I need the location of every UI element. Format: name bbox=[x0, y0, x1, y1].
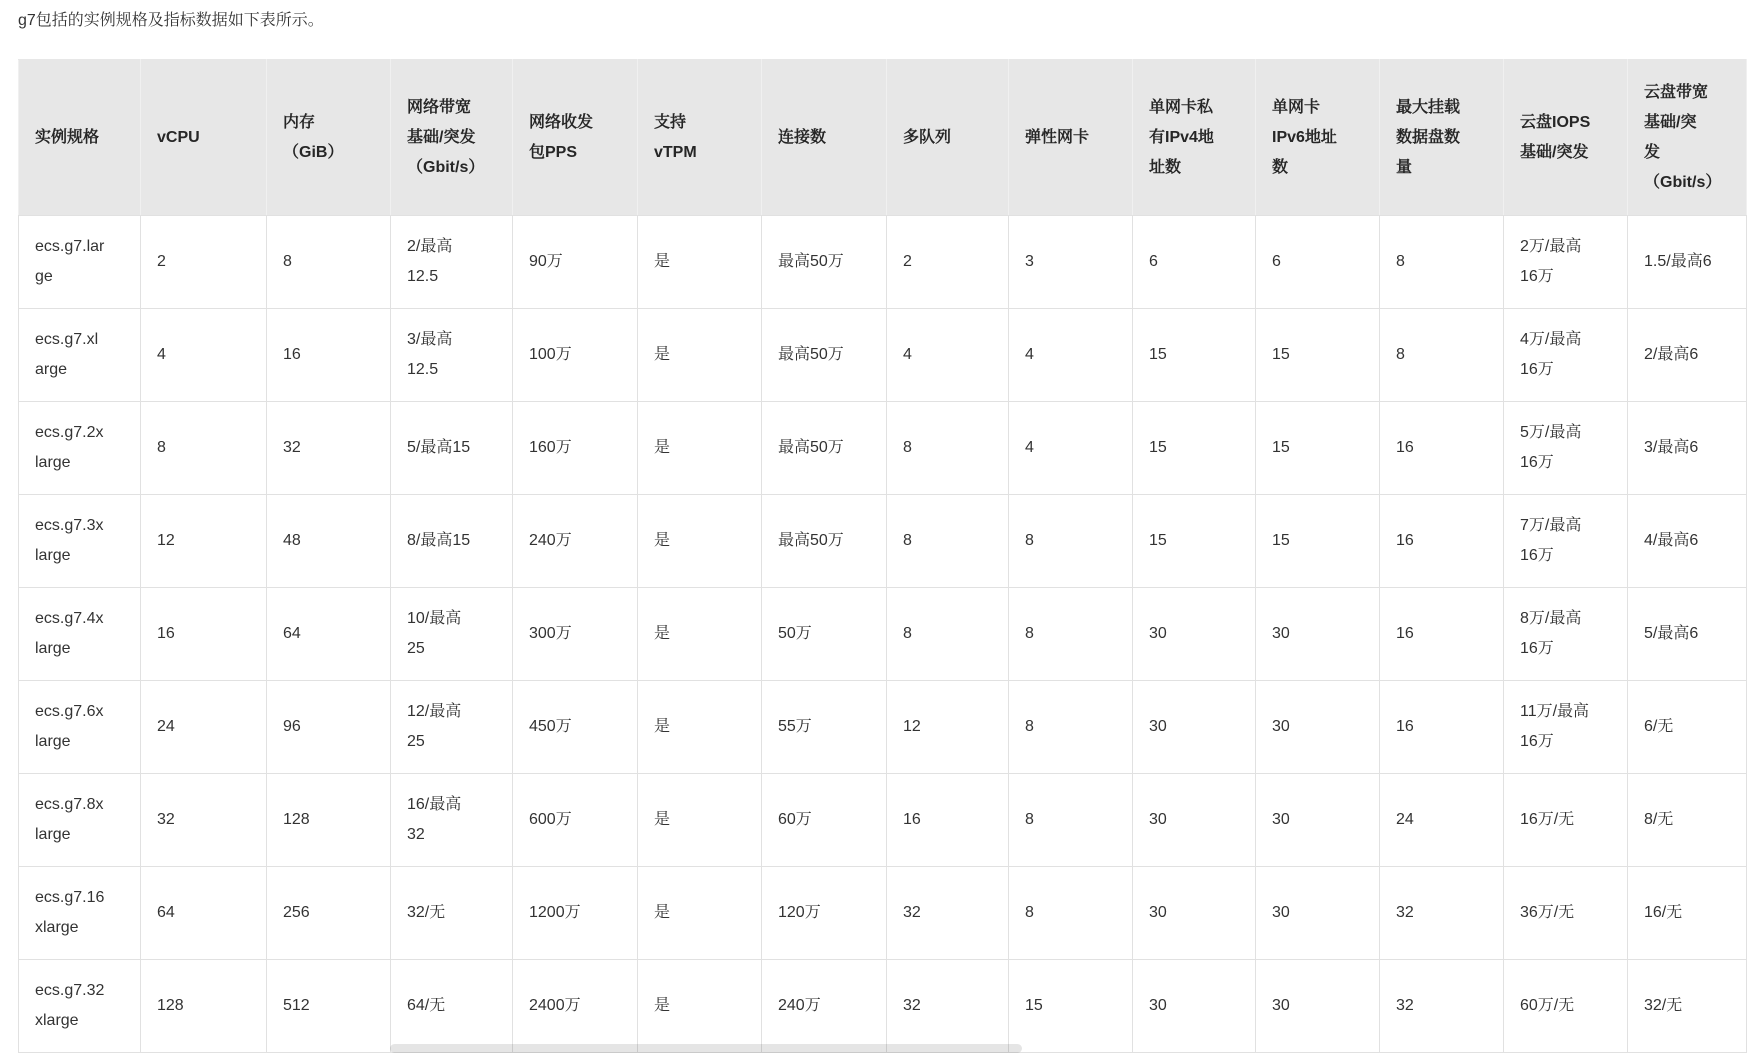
table-cell: 最高50万 bbox=[762, 402, 887, 495]
table-cell: 32 bbox=[141, 774, 267, 867]
table-cell: 30 bbox=[1133, 681, 1256, 774]
table-cell: 5/最高15 bbox=[391, 402, 513, 495]
table-row bbox=[19, 960, 1747, 1053]
table-cell: 3/最高12.5 bbox=[391, 309, 513, 402]
instance-name-cell: ecs.g7.xlarge bbox=[19, 309, 141, 402]
table-cell: 30 bbox=[1133, 588, 1256, 681]
table-cell: 16 bbox=[887, 774, 1009, 867]
column-header: 最大挂载数据盘数量 bbox=[1380, 60, 1504, 216]
column-header: 连接数 bbox=[762, 60, 887, 216]
table-cell: 8 bbox=[1009, 774, 1133, 867]
table-cell: 240万 bbox=[513, 495, 638, 588]
table-cell: 4 bbox=[1009, 402, 1133, 495]
table-cell: 6 bbox=[1133, 216, 1256, 309]
table-cell: 32 bbox=[267, 402, 391, 495]
table-cell: 8 bbox=[1009, 588, 1133, 681]
table-cell: 2/最高6 bbox=[1628, 309, 1747, 402]
table-cell: 8 bbox=[887, 495, 1009, 588]
column-header: vCPU bbox=[141, 60, 267, 216]
table-cell: 450万 bbox=[513, 681, 638, 774]
table-cell: 128 bbox=[141, 960, 267, 1053]
table-cell: 8 bbox=[887, 402, 1009, 495]
table-row bbox=[19, 681, 1747, 774]
table-cell: 90万 bbox=[513, 216, 638, 309]
instance-spec-table bbox=[18, 59, 1747, 1053]
table-cell: 120万 bbox=[762, 867, 887, 960]
table-cell: 8 bbox=[1009, 495, 1133, 588]
table-cell: 100万 bbox=[513, 309, 638, 402]
table-cell: 是 bbox=[638, 402, 762, 495]
table-cell: 8 bbox=[887, 588, 1009, 681]
table-cell: 16 bbox=[1380, 588, 1504, 681]
table-cell: 8/最高15 bbox=[391, 495, 513, 588]
table-body bbox=[19, 216, 1747, 1053]
table-cell: 30 bbox=[1256, 588, 1380, 681]
table-cell: 8 bbox=[267, 216, 391, 309]
table-cell: 24 bbox=[141, 681, 267, 774]
table-cell: 8 bbox=[1009, 681, 1133, 774]
column-header: 内存（GiB） bbox=[267, 60, 391, 216]
table-cell: 8 bbox=[1009, 867, 1133, 960]
table-cell: 2/最高12.5 bbox=[391, 216, 513, 309]
column-header: 云盘带宽基础/突发（Gbit/s） bbox=[1628, 60, 1747, 216]
instance-name-cell: ecs.g7.8xlarge bbox=[19, 774, 141, 867]
table-cell: 24 bbox=[1380, 774, 1504, 867]
table-cell: 最高50万 bbox=[762, 495, 887, 588]
column-header: 单网卡私有IPv4地址数 bbox=[1133, 60, 1256, 216]
column-header: 云盘IOPS基础/突发 bbox=[1504, 60, 1628, 216]
table-cell: 15 bbox=[1133, 309, 1256, 402]
table-cell: 16 bbox=[1380, 402, 1504, 495]
table-cell: 256 bbox=[267, 867, 391, 960]
table-cell: 2400万 bbox=[513, 960, 638, 1053]
table-cell: 30 bbox=[1256, 774, 1380, 867]
table-cell: 16 bbox=[267, 309, 391, 402]
table-cell: 36万/无 bbox=[1504, 867, 1628, 960]
table-cell: 是 bbox=[638, 681, 762, 774]
table-cell: 8 bbox=[1380, 216, 1504, 309]
column-header: 网络收发包PPS bbox=[513, 60, 638, 216]
intro-text: g7包括的实例规格及指标数据如下表所示。 bbox=[18, 12, 324, 29]
table-cell: 15 bbox=[1256, 402, 1380, 495]
table-row bbox=[19, 867, 1747, 960]
table-cell: 160万 bbox=[513, 402, 638, 495]
table-cell: 2万/最高16万 bbox=[1504, 216, 1628, 309]
table-cell: 8万/最高16万 bbox=[1504, 588, 1628, 681]
table-cell: 7万/最高16万 bbox=[1504, 495, 1628, 588]
table-cell: 是 bbox=[638, 216, 762, 309]
column-header: 网络带宽基础/突发（Gbit/s） bbox=[391, 60, 513, 216]
table-cell: 11万/最高16万 bbox=[1504, 681, 1628, 774]
table-cell: 30 bbox=[1133, 960, 1256, 1053]
table-cell: 16/无 bbox=[1628, 867, 1747, 960]
table-cell: 1200万 bbox=[513, 867, 638, 960]
table-cell: 8/无 bbox=[1628, 774, 1747, 867]
table-cell: 512 bbox=[267, 960, 391, 1053]
table-header bbox=[19, 60, 1747, 216]
table-cell: 32 bbox=[1380, 960, 1504, 1053]
table-cell: 4 bbox=[1009, 309, 1133, 402]
table-cell: 10/最高25 bbox=[391, 588, 513, 681]
table-cell: 50万 bbox=[762, 588, 887, 681]
column-header: 支持vTPM bbox=[638, 60, 762, 216]
table-cell: 60万 bbox=[762, 774, 887, 867]
table-cell: 55万 bbox=[762, 681, 887, 774]
table-cell: 48 bbox=[267, 495, 391, 588]
table-cell: 5/最高6 bbox=[1628, 588, 1747, 681]
table-cell: 8 bbox=[141, 402, 267, 495]
table-cell: 2 bbox=[141, 216, 267, 309]
table-cell: 16 bbox=[141, 588, 267, 681]
table-row bbox=[19, 216, 1747, 309]
column-header: 弹性网卡 bbox=[1009, 60, 1133, 216]
table-cell: 5万/最高16万 bbox=[1504, 402, 1628, 495]
instance-name-cell: ecs.g7.2xlarge bbox=[19, 402, 141, 495]
table-cell: 30 bbox=[1133, 867, 1256, 960]
table-cell: 96 bbox=[267, 681, 391, 774]
table-cell: 30 bbox=[1133, 774, 1256, 867]
table-cell: 32 bbox=[887, 960, 1009, 1053]
table-cell: 15 bbox=[1133, 402, 1256, 495]
table-cell: 1.5/最高6 bbox=[1628, 216, 1747, 309]
instance-name-cell: ecs.g7.3xlarge bbox=[19, 495, 141, 588]
table-cell: 32 bbox=[1380, 867, 1504, 960]
table-cell: 最高50万 bbox=[762, 309, 887, 402]
table-cell: 128 bbox=[267, 774, 391, 867]
table-cell: 16 bbox=[1380, 681, 1504, 774]
table-cell: 16/最高32 bbox=[391, 774, 513, 867]
table-cell: 2 bbox=[887, 216, 1009, 309]
table-cell: 6 bbox=[1256, 216, 1380, 309]
table-cell: 4 bbox=[887, 309, 1009, 402]
table-cell: 3/最高6 bbox=[1628, 402, 1747, 495]
table-cell: 12 bbox=[887, 681, 1009, 774]
instance-name-cell: ecs.g7.16xlarge bbox=[19, 867, 141, 960]
column-header: 多队列 bbox=[887, 60, 1009, 216]
table-cell: 15 bbox=[1009, 960, 1133, 1053]
table-cell: 32/无 bbox=[391, 867, 513, 960]
table-cell: 64 bbox=[141, 867, 267, 960]
table-cell: 60万/无 bbox=[1504, 960, 1628, 1053]
table-cell: 30 bbox=[1256, 960, 1380, 1053]
table-cell: 30 bbox=[1256, 867, 1380, 960]
table-cell: 4/最高6 bbox=[1628, 495, 1747, 588]
table-cell: 12/最高25 bbox=[391, 681, 513, 774]
table-row bbox=[19, 495, 1747, 588]
table-cell: 32 bbox=[887, 867, 1009, 960]
instance-name-cell: ecs.g7.6xlarge bbox=[19, 681, 141, 774]
table-cell: 是 bbox=[638, 309, 762, 402]
instance-name-cell: ecs.g7.large bbox=[19, 216, 141, 309]
table-cell: 16 bbox=[1380, 495, 1504, 588]
table-cell: 64/无 bbox=[391, 960, 513, 1053]
table-cell: 6/无 bbox=[1628, 681, 1747, 774]
table-cell: 4 bbox=[141, 309, 267, 402]
table-row bbox=[19, 588, 1747, 681]
table-cell: 12 bbox=[141, 495, 267, 588]
column-header: 单网卡IPv6地址数 bbox=[1256, 60, 1380, 216]
horizontal-scrollbar-thumb[interactable] bbox=[390, 1044, 1022, 1053]
table-cell: 240万 bbox=[762, 960, 887, 1053]
table-cell: 3 bbox=[1009, 216, 1133, 309]
table-cell: 32/无 bbox=[1628, 960, 1747, 1053]
table-cell: 是 bbox=[638, 588, 762, 681]
table-cell: 是 bbox=[638, 960, 762, 1053]
table-cell: 30 bbox=[1256, 681, 1380, 774]
table-cell: 是 bbox=[638, 774, 762, 867]
table-cell: 15 bbox=[1256, 309, 1380, 402]
table-cell: 8 bbox=[1380, 309, 1504, 402]
table-cell: 最高50万 bbox=[762, 216, 887, 309]
instance-name-cell: ecs.g7.32xlarge bbox=[19, 960, 141, 1053]
table-row bbox=[19, 402, 1747, 495]
table-cell: 64 bbox=[267, 588, 391, 681]
header-row bbox=[19, 60, 1747, 216]
table-cell: 是 bbox=[638, 495, 762, 588]
table-cell: 4万/最高16万 bbox=[1504, 309, 1628, 402]
table-row bbox=[19, 774, 1747, 867]
column-header: 实例规格 bbox=[19, 60, 141, 216]
table-cell: 15 bbox=[1133, 495, 1256, 588]
table-cell: 15 bbox=[1256, 495, 1380, 588]
table-cell: 300万 bbox=[513, 588, 638, 681]
instance-name-cell: ecs.g7.4xlarge bbox=[19, 588, 141, 681]
table-row bbox=[19, 309, 1747, 402]
table-cell: 600万 bbox=[513, 774, 638, 867]
table-cell: 是 bbox=[638, 867, 762, 960]
table-cell: 16万/无 bbox=[1504, 774, 1628, 867]
